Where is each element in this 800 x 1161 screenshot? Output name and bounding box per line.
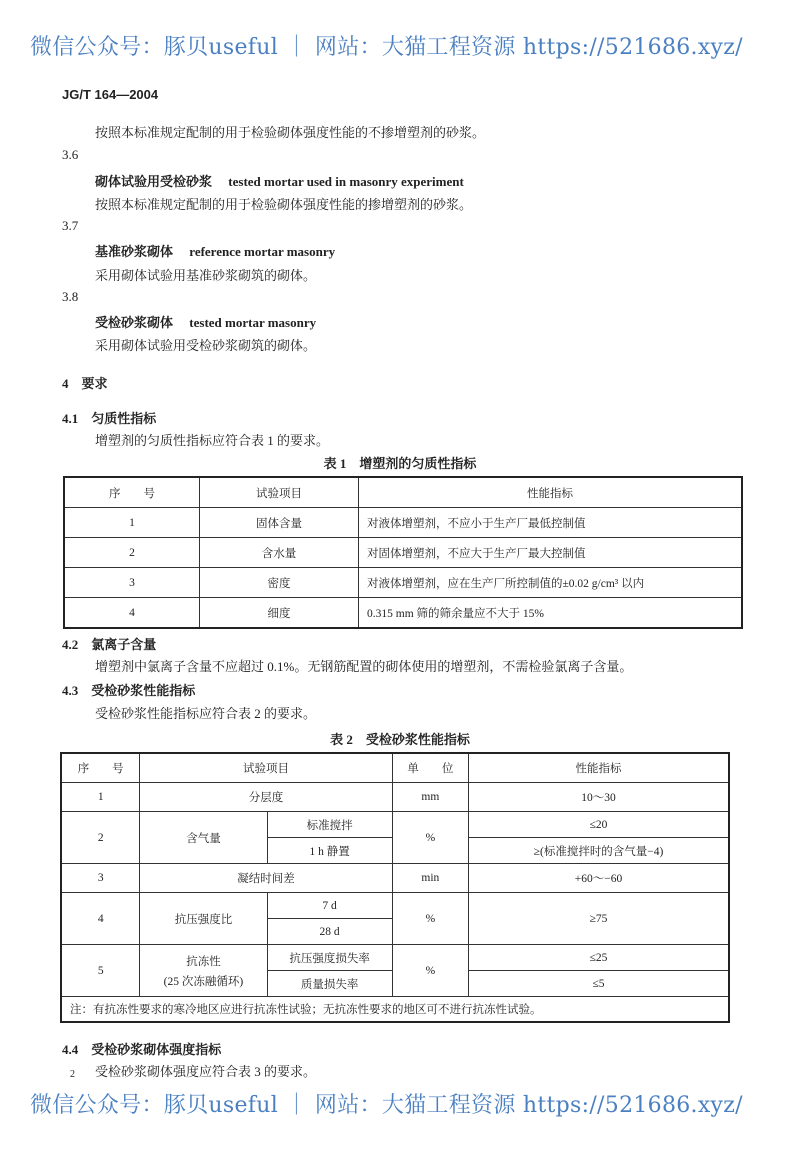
header-cell: 性能指标 <box>359 477 743 508</box>
table2-caption: 表 2 受检砂浆性能指标 <box>330 732 470 747</box>
cell: 密度 <box>200 568 359 598</box>
table-row <box>61 945 729 971</box>
cell: % <box>392 893 468 945</box>
header-cell: 单 位 <box>392 753 468 783</box>
cell: 1 h 静置 <box>267 838 392 864</box>
cell: 4 <box>64 598 200 629</box>
cell: ≥75 <box>469 893 729 945</box>
table-row <box>61 864 729 893</box>
cell: mm <box>392 783 468 812</box>
term-en: tested mortar used in masonry experiment <box>228 174 464 189</box>
cell: 对固体增塑剂，不应大于生产厂最大控制值 <box>359 538 743 568</box>
cell: 3 <box>61 864 140 893</box>
subsection-number: 4.1 <box>62 411 79 426</box>
cell: 含水量 <box>200 538 359 568</box>
standard-number: JG/T 164—2004 <box>62 87 159 102</box>
cell: 2 <box>61 812 140 864</box>
paragraph: 受检砂浆砌体强度应符合表 3 的要求。 <box>95 1064 317 1079</box>
term-en: reference mortar masonry <box>189 244 336 259</box>
table-header-row <box>61 753 729 783</box>
cell: 1 <box>61 783 140 812</box>
subsection-number: 4.2 <box>62 637 79 652</box>
subsection-title: 匀质性指标 <box>91 411 157 426</box>
watermark-bottom: 微信公众号：豚贝useful ｜ 网站：大猫工程资源 https://521686.xyz/ <box>30 1093 743 1118</box>
cell: 对液体增塑剂，不应小于生产厂最低控制值 <box>359 508 743 538</box>
cell-line: (25 次冻融循环) <box>163 975 244 988</box>
cell <box>140 945 267 997</box>
cell: 7 d <box>267 893 392 919</box>
definition-text: 按照本标准规定配制的用于检验砌体强度性能的不掺增塑剂的砂浆。 <box>95 125 486 140</box>
cell: ≤5 <box>469 971 729 997</box>
subsection-number: 4.4 <box>62 1042 79 1057</box>
subsection-heading <box>62 680 195 699</box>
header-cell: 试验项目 <box>140 753 392 783</box>
table1 <box>63 476 743 629</box>
cell: % <box>392 945 468 997</box>
cell: 标准搅拌 <box>267 812 392 838</box>
definition-text: 采用砌体试验用受检砂浆砌筑的砌体。 <box>95 338 317 353</box>
cell: 凝结时间差 <box>140 864 392 893</box>
paragraph: 增塑剂的匀质性指标应符合表 1 的要求。 <box>95 433 330 448</box>
table-row <box>64 568 742 598</box>
cell: ≤20 <box>469 812 729 838</box>
paragraph: 受检砂浆性能指标应符合表 2 的要求。 <box>95 706 317 721</box>
subsection-title: 受检砂浆砌体强度指标 <box>91 1042 222 1057</box>
term-heading <box>95 171 464 190</box>
cell: 抗压强度损失率 <box>267 945 392 971</box>
table2 <box>60 752 730 1023</box>
subsection-heading <box>62 634 156 653</box>
term-heading <box>95 241 335 260</box>
term-heading <box>95 312 316 331</box>
cell: 细度 <box>200 598 359 629</box>
page-number: 2 <box>70 1069 75 1080</box>
table1-caption: 表 1 增塑剂的匀质性指标 <box>323 456 477 471</box>
header-cell: 序 号 <box>64 477 200 508</box>
subsection-number: 4.3 <box>62 683 79 698</box>
table-row <box>61 812 729 838</box>
table-header-row <box>64 477 742 508</box>
clause-number: 3.6 <box>62 147 79 162</box>
definition-text: 采用砌体试验用基准砂浆砌筑的砌体。 <box>95 268 317 283</box>
table-row <box>64 598 742 629</box>
subsection-heading <box>62 408 156 427</box>
cell: ≥(标准搅拌时的含气量−4) <box>469 838 729 864</box>
cell: 2 <box>64 538 200 568</box>
header-cell: 序 号 <box>61 753 140 783</box>
term-en: tested mortar masonry <box>189 315 317 330</box>
table-note: 注：有抗冻性要求的寒冷地区应进行抗冻性试验；无抗冻性要求的地区可不进行抗冻性试验。 <box>61 997 729 1023</box>
header-cell: 试验项目 <box>200 477 359 508</box>
cell: ≤25 <box>469 945 729 971</box>
paragraph: 增塑剂中氯离子含量不应超过 0.1%。无钢筋配置的砌体使用的增塑剂，不需检验氯离子含量。 <box>95 659 633 674</box>
cell: 分层度 <box>140 783 392 812</box>
clause-number: 3.8 <box>62 289 79 304</box>
watermark-top: 微信公众号：豚贝useful ｜ 网站：大猫工程资源 https://521686.xyz/ <box>30 35 743 60</box>
table-row <box>61 783 729 812</box>
term-zh: 基准砂浆砌体 <box>95 244 174 259</box>
cell: +60～−60 <box>469 864 729 893</box>
cell: 质量损失率 <box>267 971 392 997</box>
cell: 28 d <box>267 919 392 945</box>
cell: 抗压强度比 <box>140 893 267 945</box>
cell: 3 <box>64 568 200 598</box>
cell: % <box>392 812 468 864</box>
header-cell: 性能指标 <box>469 753 729 783</box>
subsection-title: 受检砂浆性能指标 <box>91 683 196 698</box>
definition-text: 按照本标准规定配制的用于检验砌体强度性能的掺增塑剂的砂浆。 <box>95 197 473 212</box>
cell: 含气量 <box>140 812 267 864</box>
table-row <box>64 508 742 538</box>
clause-number: 3.7 <box>62 218 79 233</box>
cell: 0.315 mm 筛的筛余量应不大于 15% <box>359 598 743 629</box>
cell: 5 <box>61 945 140 997</box>
cell: 10～30 <box>469 783 729 812</box>
subsection-title: 氯离子含量 <box>91 637 157 652</box>
cell: 4 <box>61 893 140 945</box>
cell: min <box>392 864 468 893</box>
cell: 固体含量 <box>200 508 359 538</box>
table-row <box>64 538 742 568</box>
term-zh: 受检砂浆砌体 <box>95 315 174 330</box>
table-row <box>61 893 729 919</box>
section-heading: 4 要求 <box>62 376 108 391</box>
table-note-row <box>61 997 729 1023</box>
subsection-heading <box>62 1039 221 1058</box>
term-zh: 砌体试验用受检砂浆 <box>95 174 213 189</box>
cell: 1 <box>64 508 200 538</box>
cell: 对液体增塑剂，应在生产厂所控制值的±0.02 g/cm³ 以内 <box>359 568 743 598</box>
cell-line: 抗冻性 <box>186 955 221 968</box>
